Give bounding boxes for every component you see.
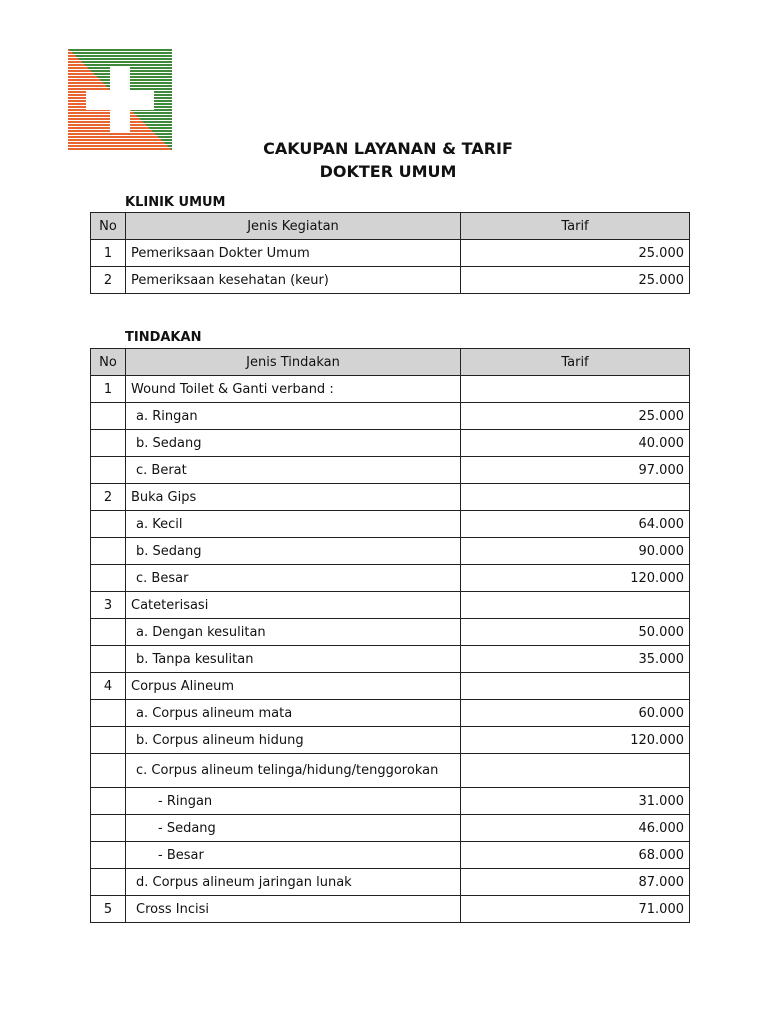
table-row: [91, 267, 690, 294]
row-no: [91, 457, 126, 484]
row-tarif: 25.000: [461, 240, 690, 267]
table-row: [91, 896, 690, 923]
tindakan-table: [90, 348, 690, 923]
row-name: c. Berat: [126, 457, 461, 484]
row-name: Cateterisasi: [126, 592, 461, 619]
column-header-tarif: Tarif: [461, 213, 690, 240]
table-row: [91, 430, 690, 457]
row-name: a. Dengan kesulitan: [126, 619, 461, 646]
table-row: [91, 619, 690, 646]
row-no: [91, 646, 126, 673]
row-tarif: [461, 673, 690, 700]
row-tarif: [461, 484, 690, 511]
row-tarif: 50.000: [461, 619, 690, 646]
row-no: [91, 565, 126, 592]
table-row: [91, 754, 690, 788]
table-row: [91, 484, 690, 511]
row-no: 2: [91, 267, 126, 294]
row-no: 1: [91, 376, 126, 403]
row-no: 1: [91, 240, 126, 267]
row-name: - Ringan: [126, 788, 461, 815]
row-name: Pemeriksaan Dokter Umum: [126, 240, 461, 267]
row-tarif: 87.000: [461, 869, 690, 896]
row-no: [91, 788, 126, 815]
row-tarif: 46.000: [461, 815, 690, 842]
column-header-jenis-tindakan: Jenis Tindakan: [126, 349, 461, 376]
table-row: [91, 376, 690, 403]
row-tarif: 120.000: [461, 565, 690, 592]
row-name: - Sedang: [126, 815, 461, 842]
row-name: b. Sedang: [126, 538, 461, 565]
row-name: b. Sedang: [126, 430, 461, 457]
row-tarif: [461, 754, 690, 788]
page-title: CAKUPAN LAYANAN & TARIF: [263, 139, 513, 158]
section-label-klinik-umum: KLINIK UMUM: [125, 195, 226, 210]
table-row: [91, 565, 690, 592]
row-tarif: 60.000: [461, 700, 690, 727]
row-name: c. Corpus alineum telinga/hidung/tenggorokan: [126, 754, 461, 788]
row-tarif: 40.000: [461, 430, 690, 457]
klinik-umum-table: [90, 212, 690, 294]
row-no: [91, 815, 126, 842]
table-row: [91, 788, 690, 815]
row-name: b. Corpus alineum hidung: [126, 727, 461, 754]
table-row: [91, 869, 690, 896]
column-header-no: No: [91, 213, 126, 240]
row-tarif: 25.000: [461, 403, 690, 430]
row-name: Cross Incisi: [126, 896, 461, 923]
row-tarif: 64.000: [461, 511, 690, 538]
row-no: 2: [91, 484, 126, 511]
row-no: 3: [91, 592, 126, 619]
table-row: [91, 538, 690, 565]
row-tarif: 68.000: [461, 842, 690, 869]
row-name: Corpus Alineum: [126, 673, 461, 700]
table-row: [91, 457, 690, 484]
row-tarif: 90.000: [461, 538, 690, 565]
column-header-tarif: Tarif: [461, 349, 690, 376]
row-name: a. Ringan: [126, 403, 461, 430]
table-row: [91, 700, 690, 727]
row-tarif: 31.000: [461, 788, 690, 815]
row-name: c. Besar: [126, 565, 461, 592]
table-header-row: [91, 349, 690, 376]
table-row: [91, 240, 690, 267]
page-subtitle: DOKTER UMUM: [319, 162, 457, 181]
row-name: Pemeriksaan kesehatan (keur): [126, 267, 461, 294]
row-name: Wound Toilet & Ganti verband :: [126, 376, 461, 403]
row-no: [91, 538, 126, 565]
row-tarif: 71.000: [461, 896, 690, 923]
row-name: a. Kecil: [126, 511, 461, 538]
row-name: Buka Gips: [126, 484, 461, 511]
section-label-tindakan: TINDAKAN: [125, 330, 202, 345]
row-tarif: [461, 376, 690, 403]
column-header-jenis-kegiatan: Jenis Kegiatan: [126, 213, 461, 240]
row-tarif: 97.000: [461, 457, 690, 484]
row-tarif: 35.000: [461, 646, 690, 673]
row-no: 4: [91, 673, 126, 700]
row-no: [91, 511, 126, 538]
table-header-row: [91, 213, 690, 240]
row-no: [91, 842, 126, 869]
row-tarif: [461, 592, 690, 619]
row-name: b. Tanpa kesulitan: [126, 646, 461, 673]
table-row: [91, 403, 690, 430]
row-name: d. Corpus alineum jaringan lunak: [126, 869, 461, 896]
row-no: [91, 700, 126, 727]
row-tarif: 25.000: [461, 267, 690, 294]
row-no: [91, 754, 126, 788]
row-no: 5: [91, 896, 126, 923]
table-row: [91, 673, 690, 700]
table-row: [91, 592, 690, 619]
table-row: [91, 646, 690, 673]
table-row: [91, 727, 690, 754]
table-row: [91, 815, 690, 842]
table-row: [91, 842, 690, 869]
medical-cross-logo-icon: [68, 49, 172, 151]
row-no: [91, 619, 126, 646]
table-row: [91, 511, 690, 538]
row-no: [91, 430, 126, 457]
row-name: - Besar: [126, 842, 461, 869]
row-tarif: 120.000: [461, 727, 690, 754]
row-no: [91, 403, 126, 430]
column-header-no: No: [91, 349, 126, 376]
row-no: [91, 869, 126, 896]
row-name: a. Corpus alineum mata: [126, 700, 461, 727]
row-no: [91, 727, 126, 754]
